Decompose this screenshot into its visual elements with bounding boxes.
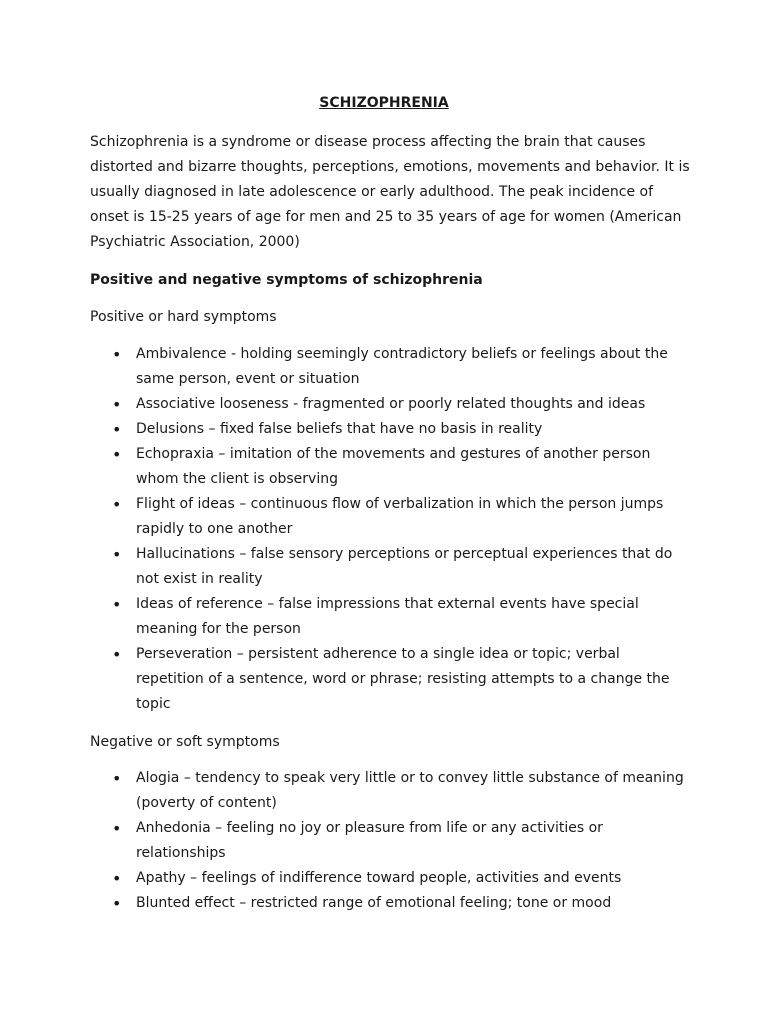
section-heading: Positive and negative symptoms of schizophrenia: [90, 272, 483, 288]
document-title: SCHIZOPHRENIA: [319, 95, 449, 111]
list-item: • Echopraxia – imitation of the movements and gestures of another person whom the client is observing: [90, 442, 690, 492]
list-item: • Ideas of reference – false impressions that external events have special meaning for the person: [90, 592, 690, 642]
list-item: • Ambivalence - holding seemingly contradictory beliefs or feelings about the same person, event or situation: [90, 342, 690, 392]
list-item: • Hallucinations – false sensory perceptions or perceptual experiences that do not exist in reality: [90, 542, 690, 592]
positive-symptoms-list: [90, 342, 690, 717]
list-item: • Apathy – feelings of indifference toward people, activities and events: [90, 866, 690, 891]
negative-symptoms-list: [90, 766, 690, 916]
list-item: • Alogia – tendency to speak very little or to convey little substance of meaning (poverty of content): [90, 766, 690, 816]
list-item: • Associative looseness - fragmented or poorly related thoughts and ideas: [90, 392, 690, 417]
list-item: • Flight of ideas – continuous flow of verbalization in which the person jumps rapidly to one another: [90, 492, 690, 542]
list-item: • Blunted effect – restricted range of emotional feeling; tone or mood: [90, 891, 690, 916]
list-item: • Anhedonia – feeling no joy or pleasure from life or any activities or relationships: [90, 816, 690, 866]
positive-symptoms-heading: Positive or hard symptoms: [90, 309, 277, 325]
list-item: • Perseveration – persistent adherence to a single idea or topic; verbal repetition of a sentence, word or phrase; resisting attempts to a change the topic: [90, 642, 690, 717]
intro-paragraph: Schizophrenia is a syndrome or disease process affecting the brain that causes distorted and bizarre thoughts, perceptions, emotions, movements and behavior. It is usually diagnosed in late adolescence or early adulthood. The peak incidence of onset is 15-25 years of age for men and 25 to 35 years of age for women (American Psychiatric Association, 2000): [90, 134, 690, 250]
negative-symptoms-heading: Negative or soft symptoms: [90, 734, 280, 750]
list-item: • Delusions – fixed false beliefs that have no basis in reality: [90, 417, 690, 442]
